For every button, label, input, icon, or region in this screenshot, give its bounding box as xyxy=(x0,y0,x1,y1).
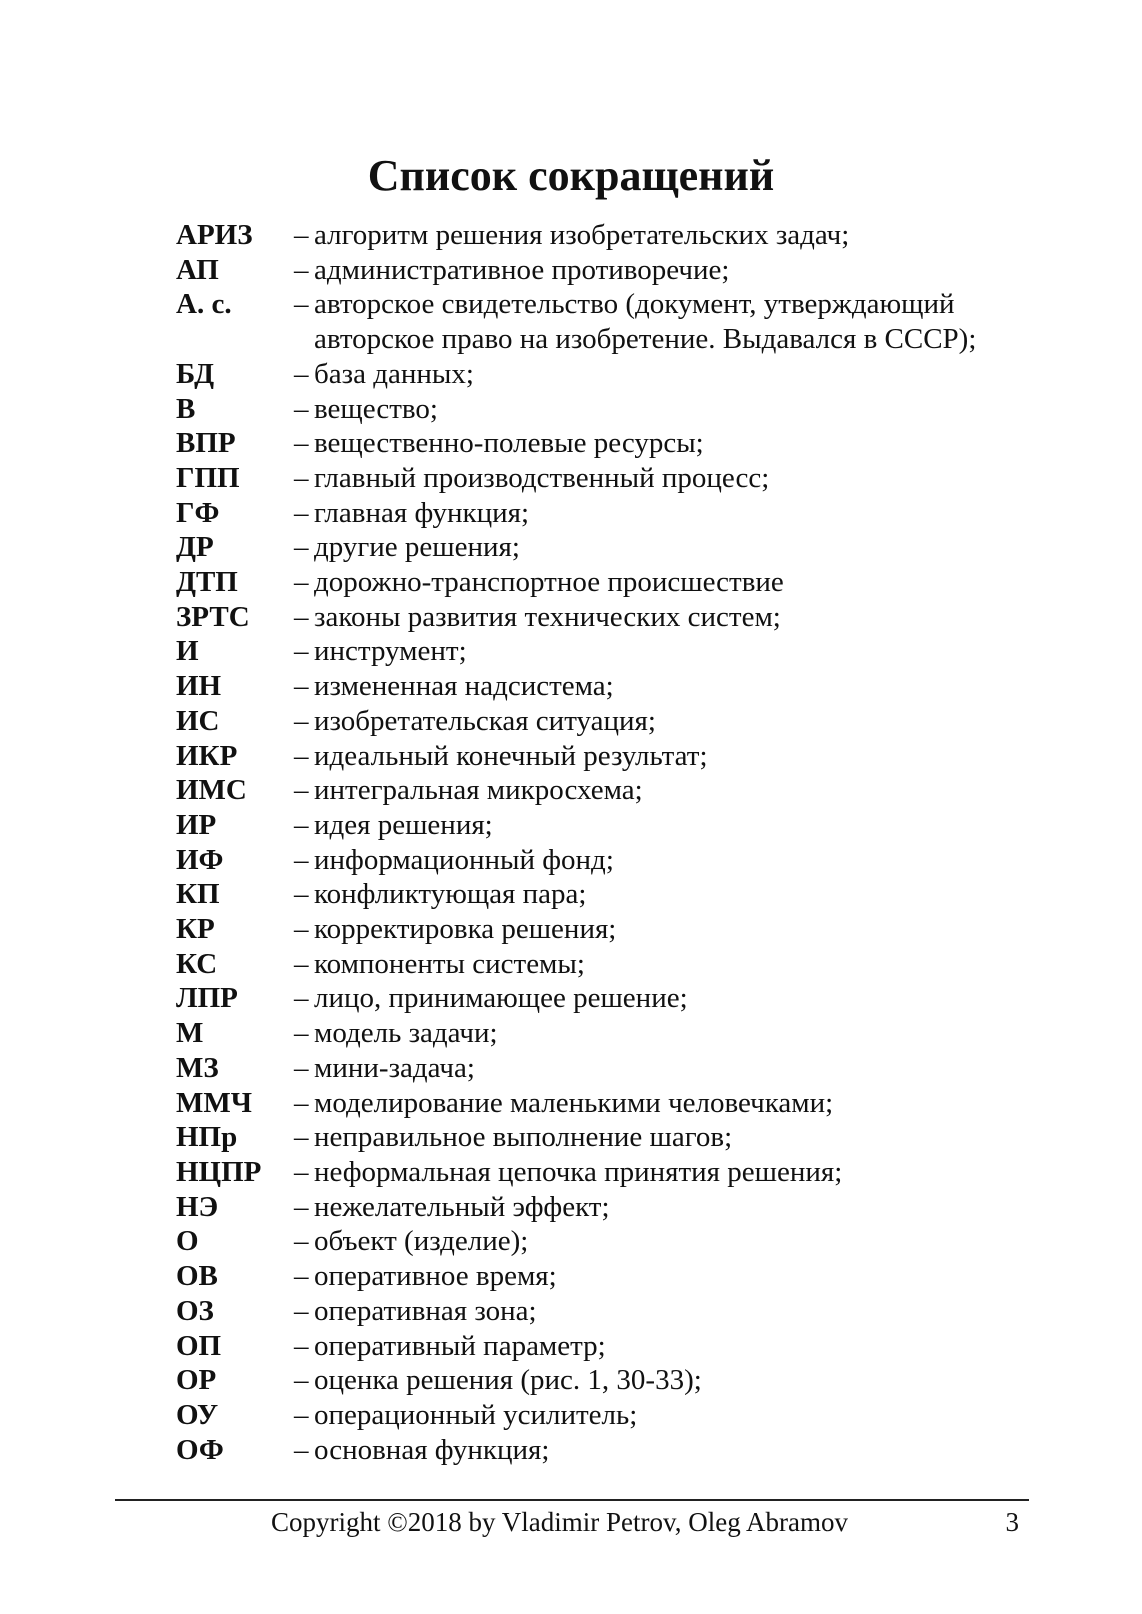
abbreviation-term: МЗ xyxy=(176,1051,219,1084)
dash-separator: – xyxy=(294,461,309,494)
abbreviation-definition: конфликтующая пара; xyxy=(314,878,587,911)
abbreviation-term: ИН xyxy=(176,670,222,703)
abbreviation-term: ОР xyxy=(176,1364,217,1397)
abbreviation-definition: основная функция; xyxy=(314,1433,550,1466)
abbreviation-row xyxy=(176,704,1046,739)
abbreviation-term: ДР xyxy=(176,531,214,564)
abbreviation-definition: административное противоречие; xyxy=(314,253,730,286)
abbreviation-term: КС xyxy=(176,947,218,980)
abbreviation-term: ЗРТС xyxy=(176,600,250,633)
abbreviation-term: КП xyxy=(176,878,220,911)
dash-separator: – xyxy=(294,635,309,668)
abbreviation-row xyxy=(176,392,1046,427)
dash-separator: – xyxy=(294,670,309,703)
dash-separator: – xyxy=(294,913,309,946)
abbreviation-definition: идеальный конечный результат; xyxy=(314,739,708,772)
dash-separator: – xyxy=(294,1051,309,1084)
abbreviation-term: КР xyxy=(176,913,215,946)
abbreviation-definition: изобретательская ситуация; xyxy=(314,704,656,737)
dash-separator: – xyxy=(294,427,309,460)
abbreviation-row xyxy=(176,1363,1046,1398)
abbreviation-term: ИКР xyxy=(176,739,238,772)
abbreviation-row xyxy=(176,1224,1046,1259)
dash-separator: – xyxy=(294,566,309,599)
abbreviation-row xyxy=(176,287,1046,356)
abbreviation-definition: модель задачи; xyxy=(314,1017,498,1050)
abbreviation-row xyxy=(176,461,1046,496)
abbreviation-row xyxy=(176,1398,1046,1433)
dash-separator: – xyxy=(294,739,309,772)
dash-separator: – xyxy=(294,1225,309,1258)
abbreviation-row xyxy=(176,669,1046,704)
abbreviation-definition: неформальная цепочка принятия решения; xyxy=(314,1155,843,1188)
abbreviation-row xyxy=(176,877,1046,912)
abbreviation-definition: алгоритм решения изобретательских задач; xyxy=(314,219,850,251)
abbreviation-row xyxy=(176,1294,1046,1329)
abbreviation-row xyxy=(176,739,1046,774)
abbreviation-row xyxy=(176,912,1046,947)
abbreviation-term: ИР xyxy=(176,808,217,841)
abbreviation-term: ОУ xyxy=(176,1398,219,1431)
dash-separator: – xyxy=(294,1294,309,1327)
abbreviation-row xyxy=(176,426,1046,461)
abbreviation-definition: операционный усилитель; xyxy=(314,1398,638,1431)
dash-separator: – xyxy=(294,1121,309,1154)
abbreviation-definition: неправильное выполнение шагов; xyxy=(314,1121,733,1154)
abbreviation-term: ИФ xyxy=(176,843,224,876)
abbreviation-row xyxy=(176,496,1046,531)
abbreviation-row xyxy=(176,1120,1046,1155)
dash-separator: – xyxy=(294,1086,309,1119)
abbreviation-definition: корректировка решения; xyxy=(314,913,617,946)
abbreviation-term: ЛПР xyxy=(176,982,238,1015)
abbreviation-definition: компоненты системы; xyxy=(314,947,585,980)
abbreviation-definition: оперативная зона; xyxy=(314,1294,537,1327)
page-number: 3 xyxy=(1005,1507,1019,1537)
dash-separator: – xyxy=(294,392,309,425)
abbreviation-definition: законы развития технических систем; xyxy=(314,600,781,633)
dash-separator: – xyxy=(294,982,309,1015)
dash-separator: – xyxy=(294,704,309,737)
abbreviation-term: И xyxy=(176,635,199,668)
abbreviation-row xyxy=(176,773,1046,808)
abbreviation-row xyxy=(176,1259,1046,1294)
abbreviation-row xyxy=(176,808,1046,843)
abbreviation-row xyxy=(176,600,1046,635)
abbreviation-definition: идея решения; xyxy=(314,808,493,841)
dash-separator: – xyxy=(294,1190,309,1223)
abbreviation-row xyxy=(176,1016,1046,1051)
dash-separator: – xyxy=(294,843,309,876)
abbreviation-term: ДТП xyxy=(176,566,238,599)
dash-separator: – xyxy=(294,531,309,564)
dash-separator: – xyxy=(294,600,309,633)
footer-divider xyxy=(115,1499,1029,1501)
abbreviation-definition: инструмент; xyxy=(314,635,467,668)
abbreviation-row xyxy=(176,218,1046,253)
abbreviation-definition: оперативный параметр; xyxy=(314,1329,606,1362)
abbreviation-row xyxy=(176,1051,1046,1086)
abbreviation-row xyxy=(176,565,1046,600)
abbreviation-row xyxy=(176,1329,1046,1364)
abbreviation-term: ВПР xyxy=(176,427,236,460)
abbreviation-row xyxy=(176,1086,1046,1121)
abbreviation-definition: нежелательный эффект; xyxy=(314,1190,610,1223)
dash-separator: – xyxy=(294,808,309,841)
abbreviation-term: В xyxy=(176,392,196,425)
dash-separator: – xyxy=(294,1398,309,1431)
abbreviation-row xyxy=(176,947,1046,982)
abbreviation-definition: главная функция; xyxy=(314,496,530,529)
abbreviation-term: ММЧ xyxy=(176,1086,253,1119)
abbreviation-definition: измененная надсистема; xyxy=(314,670,614,703)
abbreviation-definition: база данных; xyxy=(314,357,474,390)
dash-separator: – xyxy=(294,1260,309,1293)
abbreviation-list xyxy=(176,218,1046,1467)
dash-separator: – xyxy=(294,288,309,321)
abbreviation-row xyxy=(176,357,1046,392)
page-title: Список сокращений xyxy=(367,151,775,200)
abbreviation-term: ОВ xyxy=(176,1260,218,1293)
abbreviation-row xyxy=(176,981,1046,1016)
dash-separator: – xyxy=(294,496,309,529)
abbreviation-row xyxy=(176,253,1046,288)
abbreviation-definition: мини-задача; xyxy=(314,1051,475,1084)
abbreviation-term: ОФ xyxy=(176,1433,224,1466)
dash-separator: – xyxy=(294,878,309,911)
dash-separator: – xyxy=(294,1329,309,1362)
dash-separator: – xyxy=(294,774,309,807)
abbreviation-term: ГФ xyxy=(176,496,220,529)
abbreviation-term: АП xyxy=(176,253,219,286)
abbreviation-definition: объект (изделие); xyxy=(314,1225,529,1258)
abbreviation-term: О xyxy=(176,1225,199,1258)
abbreviation-term: БД xyxy=(176,357,215,390)
abbreviation-definition: оценка решения (рис. 1, 30-33); xyxy=(314,1364,702,1397)
dash-separator: – xyxy=(294,1433,309,1466)
abbreviation-definition: вещество; xyxy=(314,392,438,425)
abbreviation-term: АРИЗ xyxy=(176,219,253,251)
abbreviation-term: ИС xyxy=(176,704,220,737)
abbreviation-term: А. с. xyxy=(176,288,232,321)
abbreviation-definition: интегральная микросхема; xyxy=(314,774,643,807)
abbreviation-term: ГПП xyxy=(176,461,240,494)
dash-separator: – xyxy=(294,1364,309,1397)
abbreviation-definition: вещественно-полевые ресурсы; xyxy=(314,427,704,460)
dash-separator: – xyxy=(294,219,309,251)
abbreviation-definition: главный производственный процесс; xyxy=(314,461,770,494)
abbreviation-term: НЭ xyxy=(176,1190,219,1223)
abbreviation-definition: оперативное время; xyxy=(314,1260,557,1293)
abbreviation-term: НЦПР xyxy=(176,1155,262,1188)
abbreviation-definition: авторское свидетельство (документ, утверждающий авторское право на изобретение. Выдавался в СССР); xyxy=(314,288,977,356)
abbreviation-row xyxy=(176,634,1046,669)
abbreviation-row xyxy=(176,1190,1046,1225)
dash-separator: – xyxy=(294,1155,309,1188)
abbreviation-row xyxy=(176,843,1046,878)
dash-separator: – xyxy=(294,357,309,390)
copyright-text: Copyright ©2018 by Vladimir Petrov, Oleg Abramov xyxy=(271,1507,848,1537)
abbreviation-term: НПр xyxy=(176,1121,238,1154)
dash-separator: – xyxy=(294,1017,309,1050)
dash-separator: – xyxy=(294,947,309,980)
abbreviation-term: ИМС xyxy=(176,774,247,807)
dash-separator: – xyxy=(294,253,309,286)
abbreviation-row xyxy=(176,1155,1046,1190)
abbreviation-definition: другие решения; xyxy=(314,531,520,564)
abbreviation-row xyxy=(176,1433,1046,1468)
abbreviation-term: ОП xyxy=(176,1329,222,1362)
abbreviation-term: ОЗ xyxy=(176,1294,214,1327)
abbreviation-definition: моделирование маленькими человечками; xyxy=(314,1086,834,1119)
abbreviation-definition: информационный фонд; xyxy=(314,843,614,876)
abbreviation-term: М xyxy=(176,1017,204,1050)
abbreviation-row xyxy=(176,530,1046,565)
abbreviation-definition: дорожно-транспортное происшествие xyxy=(314,566,784,599)
abbreviation-definition: лицо, принимающее решение; xyxy=(314,982,688,1015)
